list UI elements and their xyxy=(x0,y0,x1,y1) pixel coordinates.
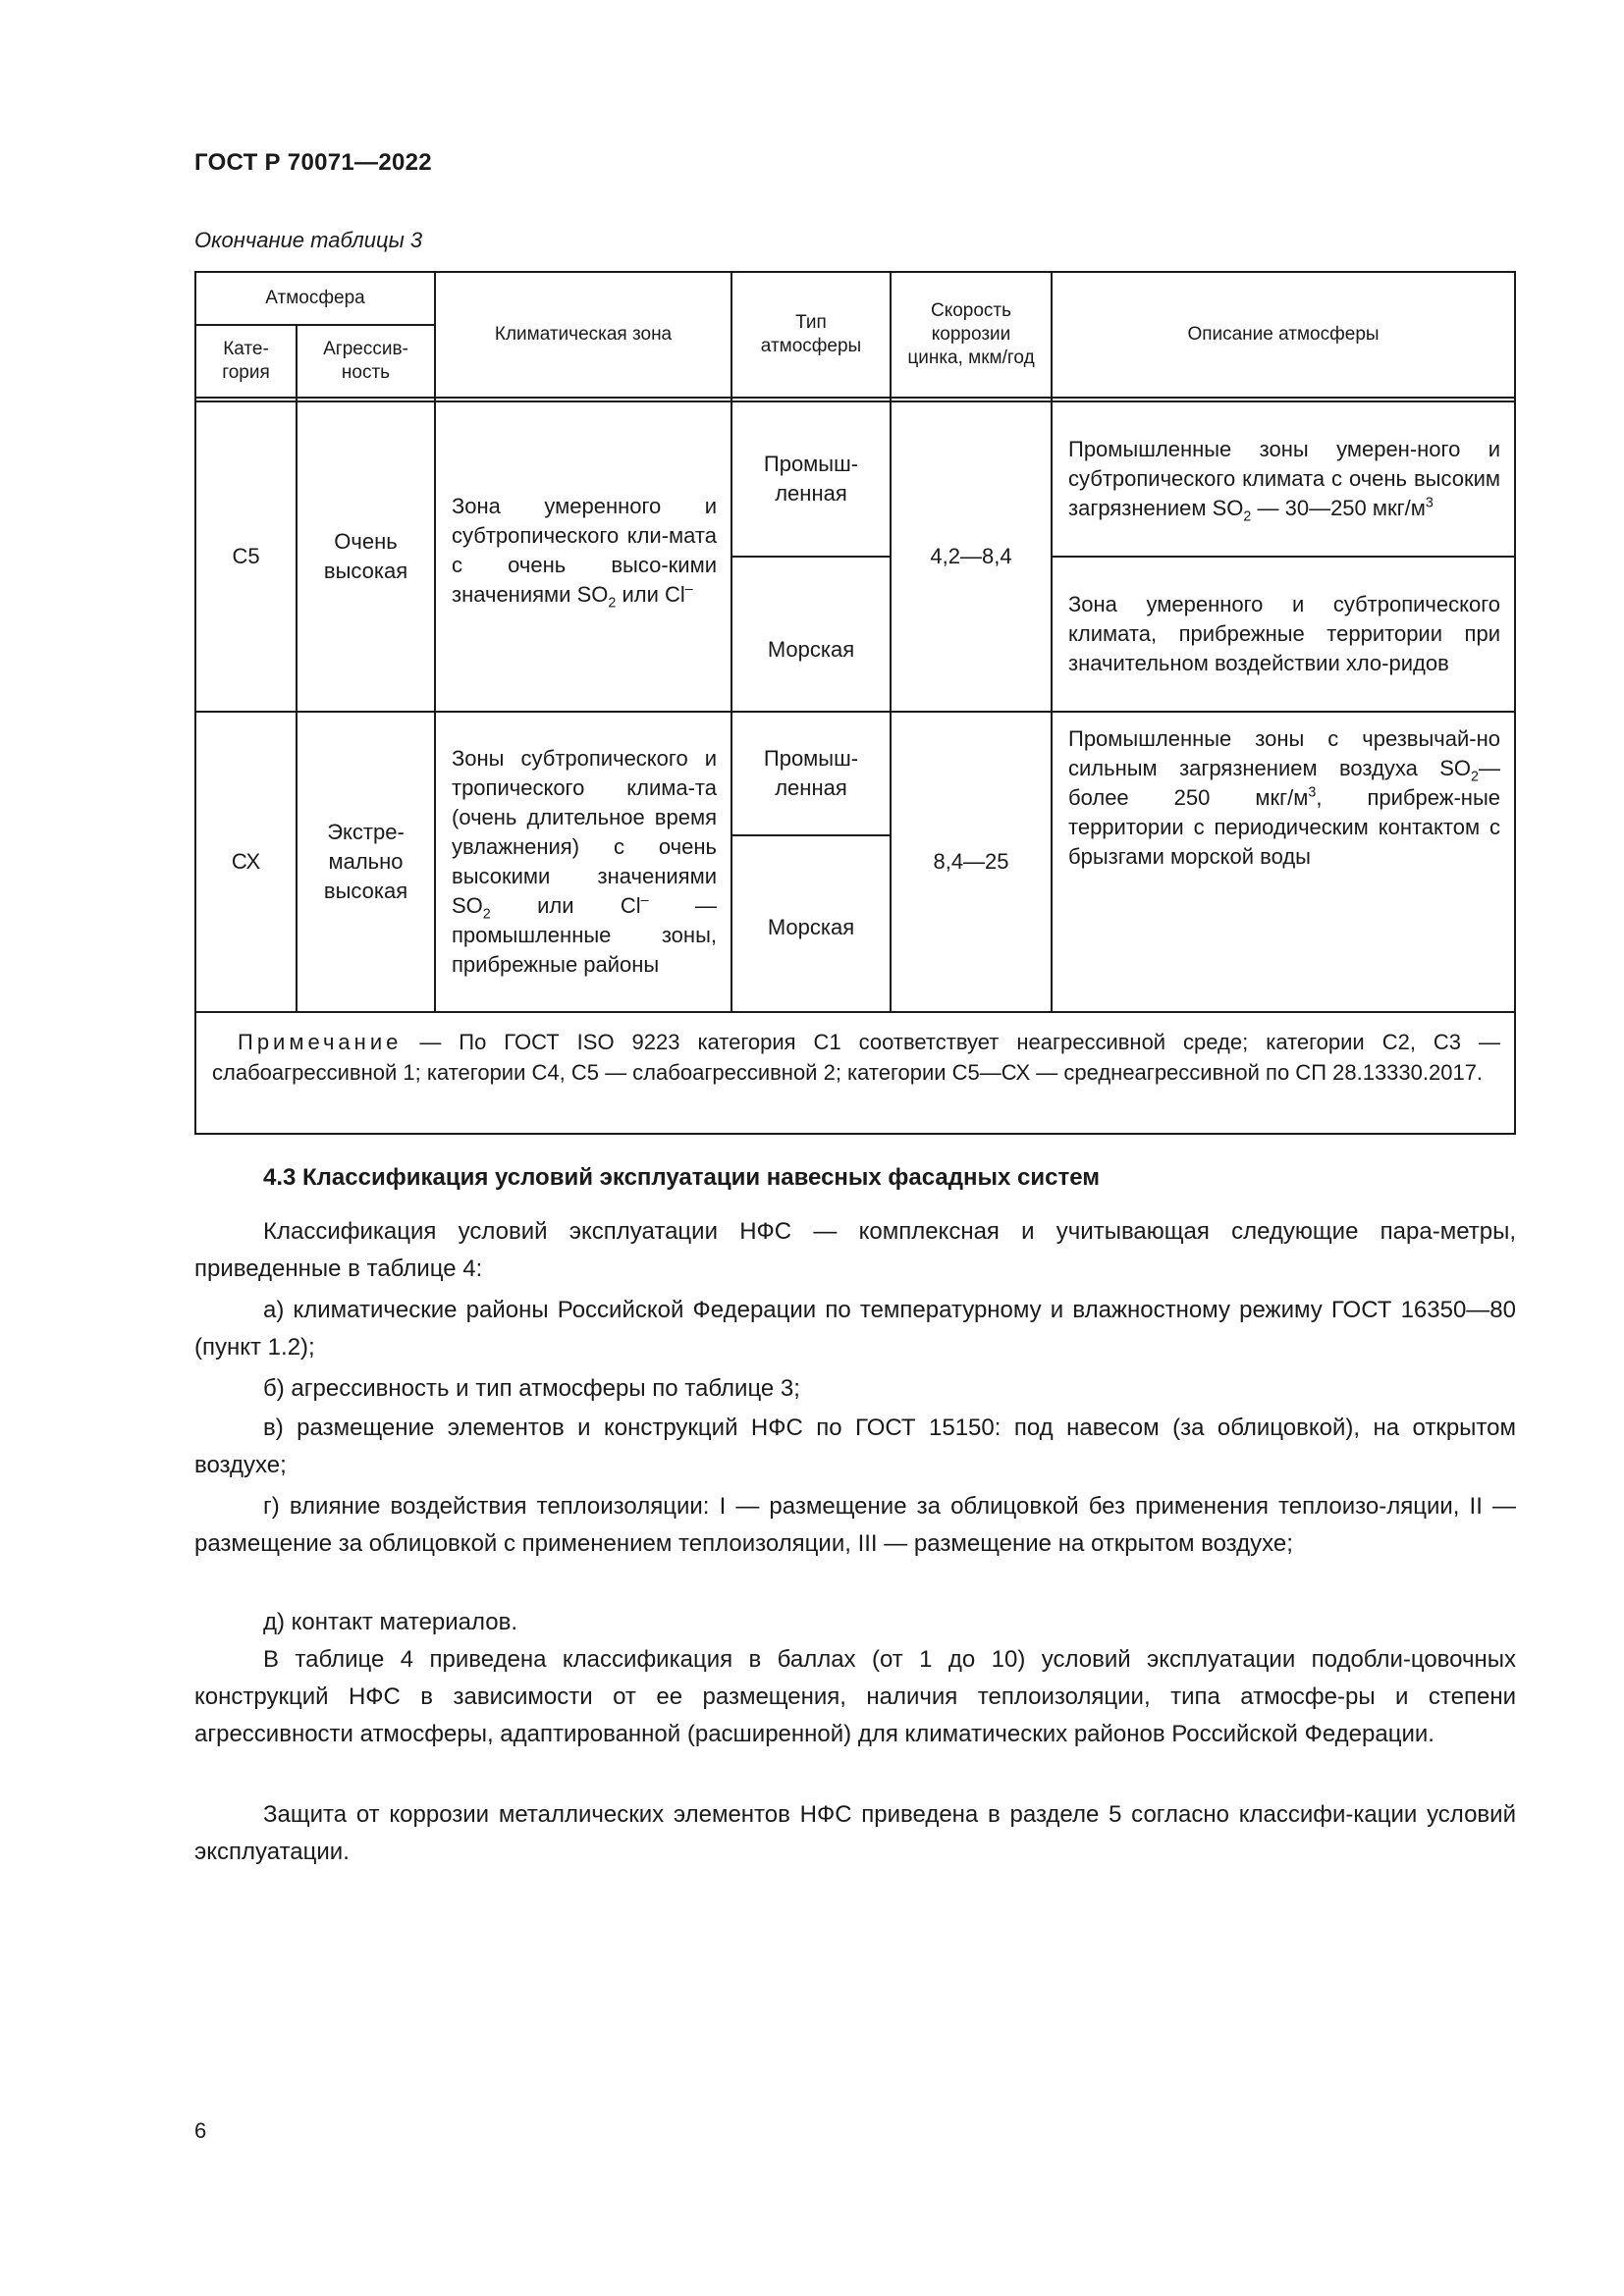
header-description: Описание атмосферы xyxy=(1187,324,1380,345)
row-cx-aggressiveness: Экстре- мально высокая xyxy=(323,820,408,903)
header-atmosphere-type: Тип атмосферы xyxy=(760,312,862,356)
row-c5-aggressiveness: Очень высокая xyxy=(323,529,408,583)
section-title: 4.3 Классификация условий эксплуатации навесных фасадных систем xyxy=(263,1164,1100,1191)
row-cx-type-industrial: Промыш- ленная xyxy=(763,746,859,800)
table-caption: Окончание таблицы 3 xyxy=(194,228,423,252)
row-c5-type-industrial: Промыш- ленная xyxy=(763,452,859,506)
row-c5-rate: 4,2—8,4 xyxy=(930,544,1012,568)
table-line xyxy=(196,1011,1514,1013)
list-item: б) агрессивность и тип атмосферы по таблице 3; xyxy=(263,1375,800,1402)
row-c5-category: С5 xyxy=(232,544,260,568)
list-item: а) климатические районы Российской Федерации по температурному и влажностному режиму ГОСТ 16350—80 (пункт 1.2); xyxy=(194,1297,1516,1361)
header-corrosion-rate: Скорость коррозии цинка, мкм/год xyxy=(907,300,1035,368)
row-cx-rate: 8,4—25 xyxy=(933,849,1009,874)
header-climate-zone: Климатическая зона xyxy=(494,324,673,345)
document-header: ГОСТ Р 70071—2022 xyxy=(194,149,432,176)
header-category: Кате- гория xyxy=(222,339,270,383)
row-c5-climate-zone: Зона умеренного и субтропического кли-мата с очень высо-кими значениями $SO_2$ или Cl– xyxy=(452,494,717,612)
header-aggressiveness: Агрессив- ность xyxy=(323,339,408,383)
page-number: 6 xyxy=(194,2118,207,2143)
row-c5-type-marine: Морская xyxy=(767,637,855,662)
table-line xyxy=(196,397,1514,399)
paragraph: Классификация условий эксплуатации НФС — комплексная и учитывающая следующие пара-метры, приведенные в таблице 4: xyxy=(194,1218,1516,1282)
list-item: д) контакт материалов. xyxy=(263,1609,518,1635)
row-cx-category: СХ xyxy=(231,849,261,874)
note-label: Примечание xyxy=(238,1030,403,1054)
row-cx-description: Промышленные зоны с чрезвычай-но сильным загрязнением воздуха $SO_2—$ более 250 мкг/$м^3$, прибреж-ные территории с периодическим контактом с брызгами морской воды xyxy=(1068,726,1500,869)
header-atmosphere: Атмосфера xyxy=(265,288,365,308)
row-c5-description-industrial: Промышленные зоны умерен-ного и субтропического климата с очень высоким загрязнением $SO_2$ — 30—250 мкг/$м^3$ xyxy=(1068,437,1500,525)
row-cx-type-marine: Морская xyxy=(767,915,855,939)
list-item: г) влияние воздействия теплоизоляции: I — размещение за облицовкой без применения теплоизо-ляции, II — размещение за облицовкой с применением теплоизоляции, III — размещение на открытом воздухе; xyxy=(194,1493,1516,1557)
table-note xyxy=(212,1027,1500,1088)
paragraph: В таблице 4 приведена классификация в баллах (от 1 до 10) условий эксплуатации подобли-цовочных конструкций НФС в зависимости от ее размещения, наличия теплоизоляции, типа атмосфе-ры и степени агрессивности атмосферы, адаптированной (расширенной) для климатических районов Российской Федерации. xyxy=(194,1646,1516,1747)
paragraph: Защита от коррозии металлических элементов НФС приведена в разделе 5 согласно классифи-кации условий эксплуатации. xyxy=(194,1801,1516,1865)
note-text: — По ГОСТ ISO 9223 категория С1 соответствует неагрессивной среде; категории С2, С3 — слабоагрессивной 1; категории С4, С5 — слабоагрессивной 2; категории С5—СХ — среднеагрессивной по СП 28.13330.2017. xyxy=(212,1030,1500,1085)
row-c5-description-marine: Зона умеренного и субтропического климата, прибрежные территории при значительном воздействии хло-ридов xyxy=(1068,592,1500,675)
atmosphere-table xyxy=(194,271,1516,1135)
row-cx-climate-zone: Зоны субтропического и тропического клима-та (очень длительное время увлажнения) с очень высокими значениями $SO_2$ или Cl– — промышленные зоны, прибрежные районы xyxy=(452,746,717,977)
list-item: в) размещение элементов и конструкций НФС по ГОСТ 15150: под навесом (за облицовкой), на открытом воздухе; xyxy=(194,1415,1516,1478)
